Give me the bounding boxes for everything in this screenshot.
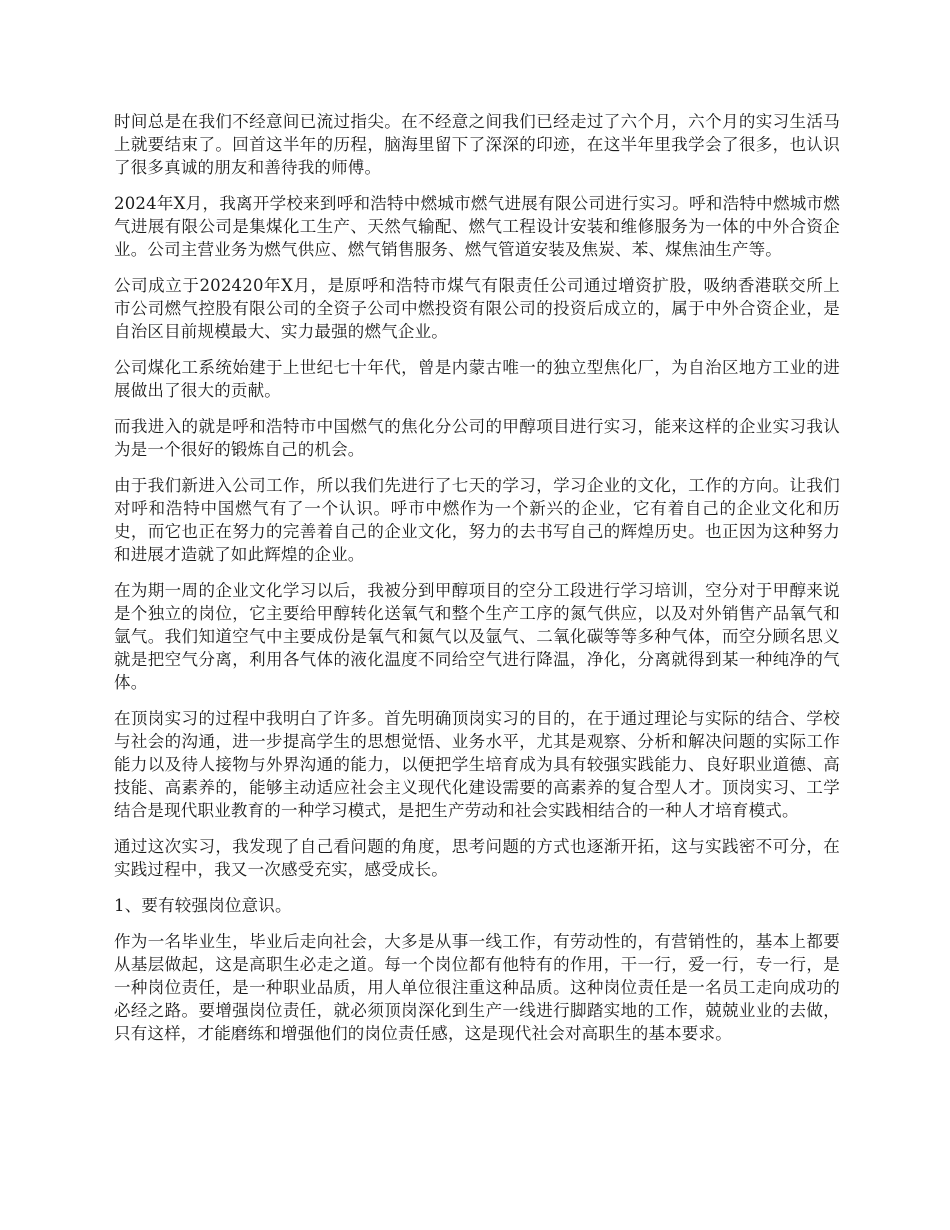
paragraph-2: 2024年X月，我离开学校来到呼和浩特中燃城市燃气进展有限公司进行实习。呼和浩特中燃城市燃气进展有限公司是集煤化工生产、天然气输配、燃气工程设计安装和维修服务为一体的中外合资企业。公司主营业务为燃气供应、燃气销售服务、燃气管道安装及焦炭、苯、煤焦油生产等。 xyxy=(114,194,840,259)
paragraph-3: 公司成立于202420年X月，是原呼和浩特市煤气有限责任公司通过增资扩股，吸纳香港联交所上市公司燃气控股有限公司的全资子公司中燃投资有限公司的投资后成立的，属于中外合资企业，是自治区目前规模最大、实力最强的燃气企业。 xyxy=(114,276,840,341)
paragraph-4: 公司煤化工系统始建于上世纪七十年代，曾是内蒙古唯一的独立型焦化厂，为自治区地方工业的进展做出了很大的贡献。 xyxy=(114,358,840,400)
paragraph-6: 由于我们新进入公司工作，所以我们先进行了七天的学习，学习企业的文化，工作的方向。让我们对呼和浩特中国燃气有了一个认识。呼市中燃作为一个新兴的企业，它有着自己的企业文化和历史，而它也正在努力的完善着自己的企业文化，努力的去书写自己的辉煌历史。也正因为这种努力和进展才造就了如此辉煌的企业。 xyxy=(114,476,840,564)
paragraph-5: 而我进入的就是呼和浩特市中国燃气的焦化分公司的甲醇项目进行实习，能来这样的企业实习我认为是一个很好的锻炼自己的机会。 xyxy=(114,417,840,459)
paragraph-9: 通过这次实习，我发现了自己看问题的角度，思考问题的方式也逐渐开拓，这与实践密不可分，在实践过程中，我又一次感受充实，感受成长。 xyxy=(114,837,840,879)
paragraph-10: 作为一名毕业生，毕业后走向社会，大多是从事一线工作，有劳动性的，有营销性的，基本上都要从基层做起，这是高职生必走之道。每一个岗位都有他特有的作用，干一行，爱一行，专一行，是一种岗位责任，是一种职业品质，用人单位很注重这种品质。这种岗位责任是一名员工走向成功的必经之路。要增强岗位责任，就必须顶岗深化到生产一线进行脚踏实地的工作，兢兢业业的去做，只有这样，才能磨练和增强他们的岗位责任感，这是现代社会对高职生的基本要求。 xyxy=(114,932,840,1043)
document-body xyxy=(114,110,840,1058)
paragraph-7: 在为期一周的企业文化学习以后，我被分到甲醇项目的空分工段进行学习培训，空分对于甲醇来说是个独立的岗位，它主要给甲醇转化送氧气和整个生产工序的氮气供应，以及对外销售产品氧气和氩气。我们知道空气中主要成份是氧气和氮气以及氩气、二氧化碳等等多种气体，而空分顾名思义就是把空气分离，利用各气体的液化温度不同给空气进行降温，净化，分离就得到某一种纯净的气体。 xyxy=(114,581,840,692)
paragraph-1: 时间总是在我们不经意间已流过指尖。在不经意之间我们已经走过了六个月，六个月的实习生活马上就要结束了。回首这半年的历程，脑海里留下了深深的印迹，在这半年里我学会了很多，也认识了很多真诚的朋友和善待我的师傅。 xyxy=(114,112,840,177)
paragraph-8: 在顶岗实习的过程中我明白了许多。首先明确顶岗实习的目的，在于通过理论与实际的结合、学校与社会的沟通，进一步提高学生的思想觉悟、业务水平，尤其是观察、分析和解决问题的实际工作能力以及待人接物与外界沟通的能力，以便把学生培育成为具有较强实践能力、良好职业道德、高技能、高素养的，能够主动适应社会主义现代化建设需要的高素养的复合型人才。顶岗实习、工学结合是现代职业教育的一种学习模式，是把生产劳动和社会实践相结合的一种人才培育模式。 xyxy=(114,709,840,820)
section-heading-1: 1、要有较强岗位意识。 xyxy=(114,896,292,915)
